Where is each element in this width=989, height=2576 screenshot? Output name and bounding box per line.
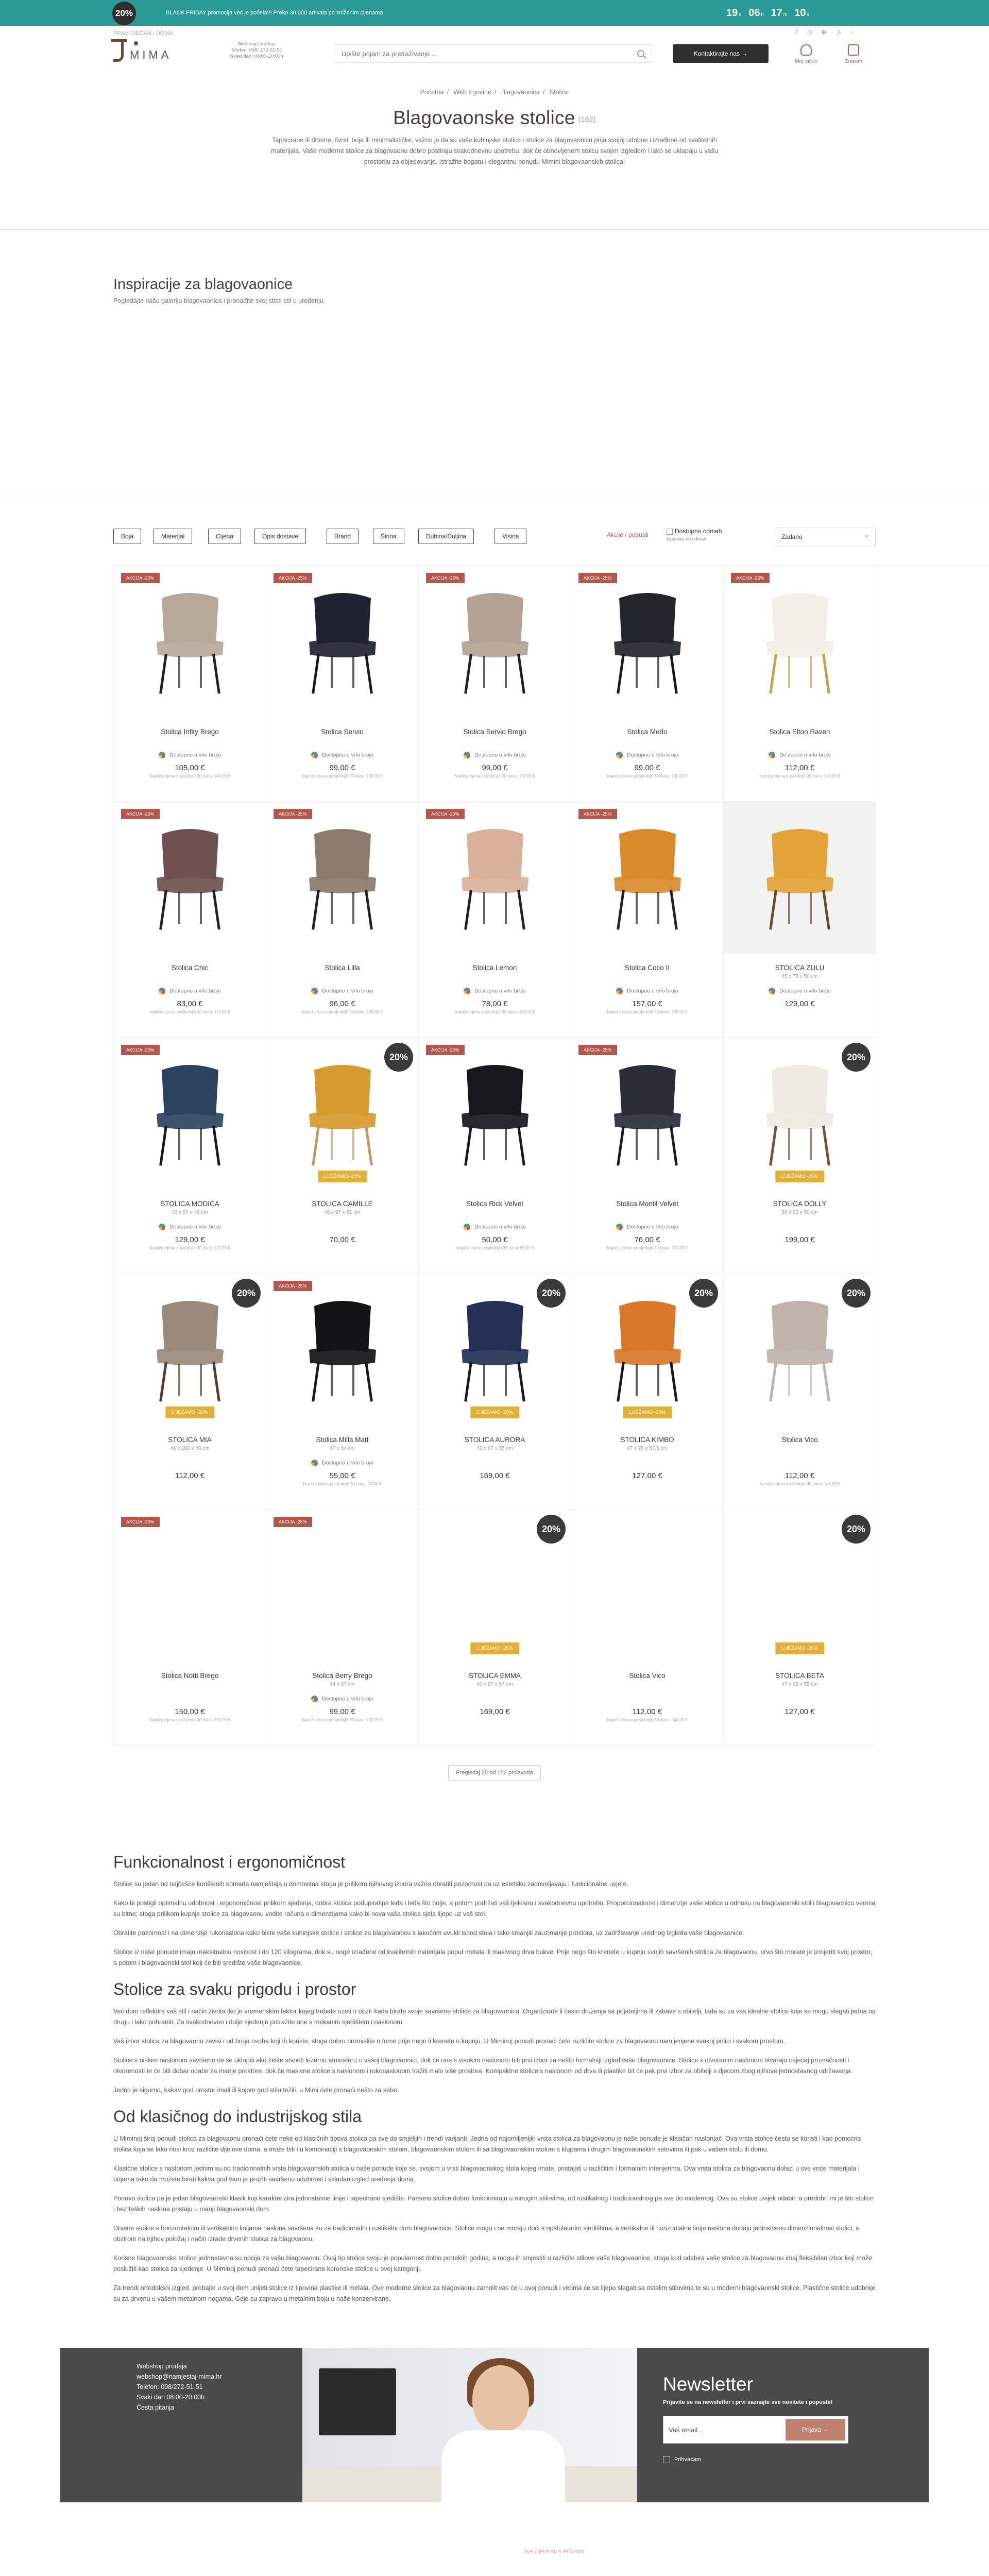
- product-dimensions: 56 x 83 x 50 cm: [781, 1210, 818, 1215]
- product-image[interactable]: [571, 802, 723, 954]
- availability-status: Dostupno u vrlo brojo: [114, 752, 266, 758]
- newsletter-consent[interactable]: Prihvaćam: [663, 2456, 701, 2463]
- chair-image: [756, 588, 844, 696]
- newsletter-submit-button[interactable]: Prijava →: [786, 2419, 845, 2441]
- filter-brand[interactable]: Brand: [327, 529, 359, 544]
- discount-badge: 20%: [384, 1043, 413, 1072]
- product-image[interactable]: [266, 802, 418, 954]
- lowest-price-note: Najniža cijena posljednjih 30 dana: 101,00 €: [607, 1246, 688, 1250]
- logo-mark: [113, 39, 124, 62]
- footer-contact-hours: Svaki dan 08:00-20:00h: [137, 2394, 205, 2401]
- product-image[interactable]: [114, 802, 266, 954]
- product-name[interactable]: Stolica Rick Velvet: [466, 1200, 524, 1208]
- sort-select[interactable]: Zadano ⌄: [775, 528, 876, 546]
- promo-label: LIJEŽAMO -20%: [775, 1171, 824, 1182]
- product-image[interactable]: [266, 1274, 418, 1426]
- seo-article: [113, 1853, 876, 2304]
- chair-image: [756, 1060, 844, 1168]
- product-price: 129,00 €: [785, 999, 815, 1008]
- footer-contact-phone[interactable]: Telefon: 098/272-51-51: [137, 2383, 203, 2391]
- product-price: 99,00 €: [329, 1707, 355, 1716]
- article-paragraph: Drvene stolice s horizontalnim ili vertikalnim linijama naslona savršena su za tradicionalni i rustikalni dom blagovaonice. Stolice mogu i ne moraju doći s opstulatarim sjedištima, a vertikalne ili horizontalne linije naslona dodaju jedinstvenu dimenzionalnost stolici, s obzirom na njihov položaj i način izrade drvenih stolica za blagovaonu.: [113, 2225, 859, 2243]
- product-card[interactable]: [419, 1274, 571, 1510]
- availability-status: Dostupno u vrlo brojo: [114, 1224, 266, 1230]
- product-card[interactable]: [571, 802, 724, 1038]
- product-price: 96,00 €: [329, 999, 355, 1008]
- filter-depth[interactable]: Dubina/Duljina: [418, 529, 474, 544]
- availability-status: Dostupno u vrlo brojo: [419, 1224, 571, 1230]
- price-note: Sve cijene su s PDV-om: [523, 2549, 584, 2555]
- product-name[interactable]: Stolica Servio Brego: [463, 728, 526, 736]
- product-image[interactable]: [266, 1510, 418, 1662]
- logo[interactable]: [113, 39, 170, 71]
- product-price: 70,00 €: [329, 1235, 355, 1244]
- product-card[interactable]: [114, 1038, 266, 1274]
- availability-status: Dostupno u vrlo brojo: [571, 752, 723, 758]
- product-image[interactable]: [266, 566, 418, 718]
- filter-width[interactable]: Širina: [373, 529, 404, 544]
- product-card[interactable]: [266, 802, 419, 1038]
- promo-label: LIJEŽAMO -20%: [470, 1406, 519, 1418]
- product-name[interactable]: Stolica Vico: [629, 1672, 666, 1680]
- product-card[interactable]: [114, 566, 266, 802]
- lowest-price-note: Najniža cijena posljednjih 30 dana: 140,00 €: [149, 774, 230, 778]
- product-card[interactable]: [724, 566, 876, 802]
- filter-material[interactable]: Materijal: [154, 529, 192, 544]
- promo-label: LIJEŽAMO -20%: [775, 1642, 824, 1654]
- lowest-price-note: Najniža cijena posljednjih 30 dana: 110,00 €: [149, 1010, 230, 1014]
- availability-status: Dostupno u vrlo brojo: [266, 752, 418, 758]
- logo-dot: [134, 41, 138, 45]
- chair-image: [146, 824, 234, 932]
- search-bar[interactable]: [334, 44, 652, 63]
- promo-label: LIJEŽAMO -20%: [165, 1406, 214, 1418]
- article-paragraph: Stolice s niskim naslonom savršeno će se uklopiti ako želite stvoriti ležernu atmosferu u vašoj blagovaonici, dok će one s visokim naslonom biti prvi izbor za nešto formalniji izgled vaše blagovaonice. Stolice s otvorenim naslonom stvaraju osjećaj prozračnosti i otvorenosti te će biti dobar odabir za manje prostore, dok će masivne stolice s naslonom i rukonaslonom tražiti malo više prostora. Kompaktne stolice s naslonom od drva ili plastike bit će pak prvi izbor za obitelji s djecom zbog njihove jednostavnog održavanja.: [113, 2057, 852, 2075]
- product-price: 99,00 €: [482, 764, 508, 772]
- product-price: 112,00 €: [785, 1471, 815, 1480]
- product-card[interactable]: [419, 566, 571, 802]
- chair-image: [604, 824, 691, 932]
- newsletter-title: Newsletter: [663, 2374, 753, 2395]
- breadcrumb: Početna / Web trgovine / Blagovaonica / Stolice: [420, 89, 569, 96]
- account-link[interactable]: [795, 44, 817, 64]
- product-image[interactable]: [571, 1510, 723, 1662]
- article-paragraph: Stolice iz naše ponude imaju maksimalnu nosivost i do 120 kilograma, dok su noge izrađene od kvalitetnih materijala poput metala ili masivnog drva bukve. Prije nego što krenete u kupnju svojih savršenih stolica za blagovaonu, prvo što morate je izmjeriti svoj prostor, a potom i blagovaonski stol koji će biti središte vaše blagovaonice.: [113, 1948, 872, 1967]
- discount-badge: 20%: [842, 1043, 871, 1072]
- lowest-price-note: Najniža cijena posljednjih 30 dana: 140,00 €: [607, 1718, 688, 1722]
- availability-sublabel: Isporuka od odmah: [667, 536, 707, 541]
- footer-contact: [137, 2361, 222, 2413]
- lowest-price-note: Najniža cijena posljednjih 30 dana: 140,00 €: [759, 1482, 840, 1486]
- product-card[interactable]: [266, 1038, 419, 1274]
- chair-image: [451, 588, 539, 696]
- product-name[interactable]: Stolica Lemon: [472, 964, 517, 972]
- search-input[interactable]: [342, 50, 637, 58]
- promo-label: LIJEŽAMO -20%: [470, 1642, 519, 1654]
- pinterest-icon[interactable]: 𝓅: [836, 28, 842, 36]
- product-name[interactable]: STOLICA KIMBO: [620, 1436, 674, 1444]
- support-agent-photo: [302, 2348, 637, 2502]
- article-paragraph: Kako bi postigli optimalnu udobnost i ergonomičnost prilikom sjedenja, dobra stolica podupiratipe leđa i leđa što bolje, a pritom podržati vaš tjelesnu i svakodnevnu upotrebu. Proporcionalnost i dimenzije vaše stolice u odnosu na blagovaonski stol i blagovaonicu veoma su bitne; stoga prilikom kupnje stolice za blagovaonu vodite računa o dimenzijama kako bi nova vaša stolica sjela lijepo uz vaš stol.: [113, 1900, 876, 1918]
- instagram-icon[interactable]: ◎: [807, 28, 813, 36]
- promo-text[interactable]: BLACK FRIDAY promocija već je počela!!! Preko 30.000 artikala po sniženim cijenama: [166, 10, 383, 16]
- product-image[interactable]: [571, 566, 723, 718]
- product-card[interactable]: [419, 802, 571, 1038]
- inspiration-subtitle: Pogledajte našu galeriju blagovaonica i pronađite svoj stisti stil u uređenju.: [113, 297, 326, 304]
- cart-icon: [848, 44, 859, 56]
- availability-checkbox[interactable]: [667, 529, 673, 535]
- product-price: 129,00 €: [175, 1235, 205, 1244]
- product-card[interactable]: [724, 1510, 876, 1745]
- product-name[interactable]: Stolica Chic: [171, 964, 209, 972]
- top-link[interactable]: PRAVI DEČAN | DOMA: [113, 30, 173, 37]
- article-paragraph: Jedno je sigurno, kakav god prostor imali ili kojom god stilu težili, u Mimi ćete pronaći nešto za sebe.: [113, 2087, 399, 2094]
- chair-image: [451, 1060, 539, 1168]
- sale-badge: AKCIJA -25%: [578, 1045, 617, 1055]
- product-dimensions: 45 x 76 x 50 cm: [781, 974, 818, 979]
- product-price: 105,00 €: [175, 764, 205, 772]
- lowest-price-note: Najniža cijena posljednjih 30 dana: 66,00 €: [455, 1246, 534, 1250]
- cart-link[interactable]: [845, 44, 862, 64]
- discount-badge: 20%: [842, 1279, 871, 1308]
- chair-image: [299, 824, 386, 932]
- product-card[interactable]: [571, 1274, 724, 1510]
- product-dimensions: 47 x 78 x 57.5 cm: [627, 1446, 668, 1451]
- contact-hours: Svaki dan: 08:00-20:00h: [230, 54, 283, 59]
- product-price: 157,00 €: [632, 999, 662, 1008]
- article-heading: Funkcionalnost i ergonomičnost: [113, 1853, 346, 1871]
- product-card[interactable]: [114, 1274, 266, 1510]
- product-name[interactable]: STOLICA AURORA: [464, 1436, 525, 1444]
- product-image[interactable]: [114, 1510, 266, 1662]
- availability-status: Dostupno u vrlo brojo: [724, 988, 876, 994]
- availability-status: Dostupno u vrlo brojo: [571, 1224, 723, 1230]
- article-paragraph: Vaš izbor stolica za blagovaonu zavisi i od broja osoba koji ih koriste, stoga dobro promislite o tome prije nego li krenete u kupnju. U Miminoj ponudi pronaći ćete različite stolice za blagovaonu namijenjene svakoj prilici i svakom prostoru.: [113, 2038, 786, 2045]
- discount-badge: 20%: [842, 1515, 871, 1544]
- product-image[interactable]: [419, 802, 571, 954]
- product-card[interactable]: [266, 566, 419, 802]
- footer-contact-email[interactable]: webshop@namjestaj-mima.hr: [137, 2373, 222, 2380]
- product-card[interactable]: [266, 1274, 419, 1510]
- product-name[interactable]: STOLICA EMMA: [468, 1672, 521, 1680]
- product-name[interactable]: STOLICA MODICA: [160, 1200, 219, 1208]
- chair-image: [451, 1296, 539, 1404]
- lowest-price-note: Najniža cijena posljednjih 30 dana: 200,00 €: [149, 1718, 230, 1722]
- availability-status: Dostupno u vrlo brojo: [571, 988, 723, 994]
- article-paragraph: Ponovo stolica pa je jedan blagovaonski klasik koji karakterizira jednostavne linije i tapecirano sjedište. Parsons stolice dobro funkcioniraju u mnogim stilovima, od rustikalnog i tradicionalnog pa sve do modernog. Ova su stolice uvijek odabir, a predobri mi je što stolice i bez teških naslona pristaju u manji blagovaonski dom.: [113, 2195, 874, 2213]
- chair-image: [299, 1296, 386, 1404]
- lowest-price-note: Najniža cijena posljednjih 30 dana: 132,00 €: [302, 774, 383, 778]
- availability-status: Dostupno u vrlo brojo: [724, 752, 876, 758]
- product-name[interactable]: STOLICA ZULU: [775, 964, 825, 972]
- sale-badge: AKCIJA -25%: [731, 573, 770, 583]
- product-dimensions: 47 x 98 x 55 cm: [781, 1682, 818, 1687]
- countdown-seconds: 10 s: [794, 7, 810, 19]
- chair-image: [146, 1296, 234, 1404]
- product-price: 50,00 €: [482, 1235, 508, 1244]
- product-name[interactable]: STOLICA CAMILLE: [312, 1200, 373, 1208]
- product-price: 99,00 €: [329, 764, 355, 772]
- sale-badge: AKCIJA -25%: [578, 573, 617, 583]
- product-image[interactable]: [419, 1038, 571, 1190]
- product-name[interactable]: STOLICA MIA: [168, 1436, 212, 1444]
- product-name[interactable]: Stolica Servio: [321, 728, 364, 736]
- social-links: [796, 28, 854, 36]
- article-paragraph: Već dom reflektira vaš stil i način života tko je vremenskim faktor kojeg trebate uzeti u obzir kada birate svoje savršene stolice za blagovaonicu. Organizirate li često druženja sa prijateljima ili zabave s obitelji, tada su za vas idealne stolice koje se mogu slagati jedna na drugu i lako pohraniti. Za svakodnevno i dulje sjedenje potražite one s mekanim sjedištem i naslonom.: [113, 2008, 876, 2026]
- chair-image: [451, 824, 539, 932]
- product-dimensions: 42 x 84 x 46 cm: [172, 1210, 208, 1215]
- product-price: 99,00 €: [634, 764, 660, 772]
- sale-badge: AKCIJA -25%: [426, 809, 465, 819]
- product-price: 199,00 €: [785, 1235, 815, 1244]
- sale-badge: AKCIJA -25%: [426, 1045, 465, 1055]
- sale-filter-toggle[interactable]: Akcije / popusti: [607, 531, 649, 538]
- product-name[interactable]: STOLICA BETA: [775, 1672, 824, 1680]
- product-dimensions: 47 x 84 cm: [330, 1446, 355, 1451]
- chair-image: [756, 824, 844, 932]
- product-count: (162): [578, 115, 596, 124]
- breadcrumb-item[interactable]: Blagovaonica: [501, 89, 540, 96]
- product-name[interactable]: Stolica Vico: [781, 1436, 818, 1444]
- product-name[interactable]: Stolica Berry Brego: [312, 1672, 372, 1680]
- product-card[interactable]: [724, 1274, 876, 1510]
- product-name[interactable]: Stolica Merlo: [627, 728, 668, 736]
- breadcrumb-item[interactable]: Početna: [420, 89, 444, 96]
- product-price: 112,00 €: [632, 1707, 662, 1716]
- chair-image: [756, 1296, 844, 1404]
- product-name[interactable]: Stolica Montil Velvet: [616, 1200, 678, 1208]
- contact-line: Webshop prodaja: [237, 41, 276, 47]
- product-name[interactable]: Stolica Infity Brego: [161, 728, 219, 736]
- sale-badge: AKCIJA -25%: [426, 573, 465, 583]
- availability-status: Dostupno u vrlo brojo: [114, 988, 266, 994]
- product-price: 150,00 €: [175, 1707, 205, 1716]
- product-card[interactable]: [571, 1038, 724, 1274]
- chair-image: [146, 588, 234, 696]
- cart-label: Zrakom: [845, 59, 862, 64]
- product-price: 127,00 €: [785, 1707, 815, 1716]
- load-more-button[interactable]: Pregledaj 25 od 152 proizvoda: [448, 1765, 541, 1781]
- sale-badge: AKCIJA -25%: [121, 1045, 160, 1055]
- availability-status: Dostupno u vrlo brojo: [266, 1460, 418, 1466]
- article-paragraph: Obratite pozornost i na dimenzije rukonaslona kako biste vaše kuhinjske stolice i stolice za blagovaonicu s lakoćom uvukli ispod stola i tako smanjili zauzimanje prostora, uz zadržavanje urednog izgleda vaše blagovaonice.: [113, 1929, 744, 1937]
- product-grid: [113, 565, 989, 1745]
- product-price: 169,00 €: [480, 1471, 510, 1480]
- discount-badge: 20%: [232, 1279, 261, 1308]
- search-icon[interactable]: [637, 50, 644, 57]
- product-dimensions: 46 x 97 x 51 cm: [324, 1210, 361, 1215]
- category-intro: Tapecirane ili drvene, čvrsti boja ili minimalističke, važno je da su vaše kuhinjske stolice i stolice za blagovaonicu prija svojoj udobne i izrađene od kvalitetnih materijala. Vaše moderne stolice za blagovaonu dobro postiraju svakodnevnu upotrebu, dok će obnovljenom stolcu svojim izgledom i lako se uklapaju u vašu prostoriju za objedovanje. Istražite bogatu i elegantnu ponudu Mimini blagovaonskih stolica!: [271, 137, 718, 165]
- logo-text: MIMA: [130, 48, 172, 61]
- product-image[interactable]: [571, 1038, 723, 1190]
- availability-status: Dostupno u vrlo brojo: [266, 1696, 418, 1702]
- article-paragraph: Stolice su jedan od najčešće korištenih komada namještaja u domovima stoga je prilikom njihovog izbora važno obratiti pozornost da uz estetsku zadovoljavaju i funkcionalne uvjete.: [113, 1880, 628, 1888]
- footer-contact-title: Webshop prodaja: [137, 2363, 187, 2370]
- product-price: 78,00 €: [482, 999, 508, 1008]
- product-price: 127,00 €: [632, 1471, 662, 1480]
- product-card[interactable]: [266, 1510, 419, 1745]
- article-paragraph: Klasične stolice s naslonom jednim su od tradicionalnih vrsta blagovaonskih stolica u naše ponude koje se, svojom u vrsti blagovaonskog stola kojeg imate, pristajati u različitim i formalnim interijerima. Ova vrsta stolica za blagovaonu dolazi u sve vrste materijala i bojama tako da možete birati kakva god vam je pružiti savršenu udobnost i skladan izgled uređenja doma.: [113, 2165, 860, 2183]
- contact-phone[interactable]: Telefon: 098/ 272-51-51: [230, 47, 283, 53]
- article-heading: Od klasičnog do industrijskog stila: [113, 2107, 362, 2126]
- article-paragraph: Korisne blagovaonske stolice jednostavna su opcija za vašu blagovaonu. Ovaj tip stolice svoju je popularnost dobio proteklih godina, a mogu ih smjestiti u različite stilove vaše blagovaonice, stoga kod odabira vaše stolice za blagovaonu imaj fleksibilan izbor koji može poslužiti kao stolica za sjedenje. U Miminoj ponudi pronaći ćete tapecirane koronske stolice u ovoj kategoriji.: [113, 2255, 873, 2273]
- lowest-price-note: Najniža cijena posljednjih 30 dana: 132,00 €: [454, 774, 535, 778]
- lowest-price-note: Najniža cijena posljednjih 30 dana: 209,00 €: [607, 1010, 688, 1014]
- lowest-price-note: Najniža cijena posljednjih 30 dana: 128,00 €: [302, 1010, 383, 1014]
- breadcrumb-current: Stolice: [549, 89, 569, 96]
- sale-badge: AKCIJA -25%: [274, 1281, 312, 1291]
- discount-badge: 20%: [689, 1279, 718, 1308]
- lowest-price-note: Najniža cijena posljednjih 30 dana: 132,00 €: [607, 774, 688, 778]
- countdown: [726, 7, 809, 19]
- article-paragraph: Za trendi ortodoksni izgled, probajte u svoj dom unijeti stolice iz tipovina plastike ili metala. Ove moderne stolice za blagovaonu zamolit vas će u ovoj ponudi i veoma će se lijepo slagati sa ostalim stilovima te su u moderni blagovaonski stolice. Plastične stolice udobnije su za drvenu u vašem metalnom nogama, Gdje su zapravo u metalnim boju u naše konzervirane.: [113, 2284, 876, 2302]
- consent-checkbox[interactable]: [663, 2456, 670, 2463]
- chair-image: [604, 1296, 691, 1404]
- product-card[interactable]: [419, 1510, 571, 1745]
- product-price: 76,00 €: [634, 1235, 660, 1244]
- inspiration-title: Inspiracije za blagovaonice: [113, 276, 293, 293]
- product-image[interactable]: [114, 566, 266, 718]
- availability-status: Dostupno u vrlo brojo: [266, 988, 418, 994]
- newsletter-email-input[interactable]: Vaš email...: [663, 2416, 848, 2444]
- product-image[interactable]: [724, 566, 876, 718]
- sale-badge: AKCIJA -25%: [274, 1517, 312, 1527]
- filter-height[interactable]: Visina: [494, 529, 526, 544]
- availability-status: Dostupno u vrlo brojo: [419, 752, 571, 758]
- product-card[interactable]: [419, 1038, 571, 1274]
- lowest-price-note: Najniža cijena posljednjih 30 dana: 73,00 €: [303, 1482, 382, 1486]
- product-card[interactable]: [571, 566, 724, 802]
- product-name[interactable]: Stolica Coco II: [624, 964, 670, 972]
- countdown-days: 19 d: [726, 7, 742, 19]
- availability-filter[interactable]: [667, 528, 722, 543]
- filter-shipping[interactable]: Opis dostave: [254, 529, 306, 544]
- product-name[interactable]: Stolica Notti Brego: [161, 1672, 219, 1680]
- chair-image: [604, 1060, 691, 1168]
- article-heading: Stolice za svaku prigodu i prostor: [113, 1980, 356, 1998]
- promo-label: LIJEŽAMO -20%: [623, 1406, 672, 1418]
- sale-badge: AKCIJA -25%: [274, 573, 312, 583]
- sale-badge: AKCIJA -25%: [578, 809, 617, 819]
- filter-bar: [0, 498, 989, 565]
- product-dimensions: 44 x 87 cm: [330, 1682, 355, 1687]
- sale-badge: AKCIJA -25%: [274, 809, 312, 819]
- availability-label: Dostupno odmah: [675, 528, 722, 535]
- lowest-price-note: Najniža cijena posljednjih 30 dana: 104,00 €: [454, 1010, 535, 1014]
- product-name[interactable]: STOLICA DOLLY: [773, 1200, 827, 1208]
- filter-color[interactable]: Boja: [113, 529, 141, 544]
- chair-image: [146, 1060, 234, 1168]
- product-card[interactable]: [724, 802, 876, 1038]
- user-icon: [800, 44, 812, 56]
- sale-badge: AKCIJA -25%: [121, 1517, 160, 1527]
- product-name[interactable]: Stolica Lilla: [325, 964, 360, 972]
- countdown-minutes: 17 m: [771, 7, 788, 19]
- article-paragraph: U Miminoj široj ponudi stolica za blagovaonu pronaći ćete neke od klasičnih tipova stolica pa sve do smjelijih i trendi varijanti. Jedna od najomiljenijih vrsta stolica za blagovaonu je naše ponude je klasičan naslonjač. Ova vrsta stolice često se koristi i kao pomoćna stolica koja se lako nosi kroz različite dijelove doma, a može biti i u kombinaciji s blagovaonskim stolom, blagovaonskim stolom ili sa blagovaonskim stolom s klupama i drugim blagovaonskim setovima ili pak u vašem stolu ili domu.: [113, 2135, 861, 2153]
- sale-badge: AKCIJA -25%: [121, 573, 160, 583]
- facebook-icon[interactable]: f: [796, 28, 798, 36]
- promo-badge: 20%: [112, 2, 136, 25]
- page-title: Blagovaonske stolice (162): [393, 107, 596, 128]
- breadcrumb-item[interactable]: Web trgovine: [453, 89, 491, 96]
- product-price: 83,00 €: [177, 999, 203, 1008]
- product-dimensions: 46 x 87 x 55 cm: [476, 1446, 513, 1451]
- newsletter-subtitle: Prijavite se na newsletter i prvi saznajte sve novitete i popuste!: [663, 2399, 833, 2405]
- filter-price[interactable]: Cijena: [208, 529, 241, 544]
- product-card[interactable]: [571, 1510, 724, 1745]
- chair-image: [604, 588, 691, 696]
- product-dimensions: 46 x 100 x 48 cm: [170, 1446, 210, 1451]
- footer-faq-link[interactable]: Česta pitanja: [137, 2404, 174, 2411]
- promo-label: LIJEŽAMO -20%: [318, 1171, 367, 1182]
- chair-image: [299, 588, 386, 696]
- inspiration-section: [0, 230, 989, 498]
- product-image[interactable]: [419, 566, 571, 718]
- product-name[interactable]: Stolica Milla Matt: [316, 1436, 369, 1444]
- countdown-hours: 06 h: [748, 7, 764, 19]
- header-contact: [226, 41, 287, 60]
- product-card[interactable]: [114, 1510, 266, 1745]
- sale-badge: AKCIJA -25%: [121, 809, 160, 819]
- account-label: Moj račun: [795, 59, 817, 64]
- lowest-price-note: Najniža cijena posljednjih 30 dana: 149,00 €: [759, 774, 840, 778]
- product-name[interactable]: Stolica Elton Raven: [769, 728, 830, 736]
- newsletter-section: [60, 2348, 929, 2502]
- product-card[interactable]: [724, 1038, 876, 1274]
- product-price: 112,00 €: [785, 764, 815, 772]
- chair-image: [299, 1060, 386, 1168]
- contact-button[interactable]: Kontaktirajte nas →: [673, 44, 769, 63]
- discount-badge: 20%: [537, 1515, 566, 1544]
- discount-badge: 20%: [537, 1279, 566, 1308]
- youtube-icon[interactable]: ▶: [822, 28, 827, 36]
- availability-status: Dostupno u vrlo brojo: [419, 988, 571, 994]
- product-image[interactable]: [724, 802, 876, 954]
- lowest-price-note: Najniža cijena posljednjih 30 dana: 172,00 €: [149, 1246, 230, 1250]
- product-price: 169,00 €: [480, 1707, 510, 1716]
- product-price: 55,00 €: [329, 1471, 355, 1480]
- lowest-price-note: Najniža cijena posljednjih 30 dana: 132,00 €: [302, 1718, 383, 1722]
- product-card[interactable]: [114, 802, 266, 1038]
- product-dimensions: 46 x 87 x 57 cm: [476, 1682, 513, 1687]
- tiktok-icon[interactable]: ♪: [850, 28, 854, 36]
- product-price: 112,00 €: [175, 1471, 205, 1480]
- promo-bar: [0, 0, 989, 26]
- product-image[interactable]: [114, 1038, 266, 1190]
